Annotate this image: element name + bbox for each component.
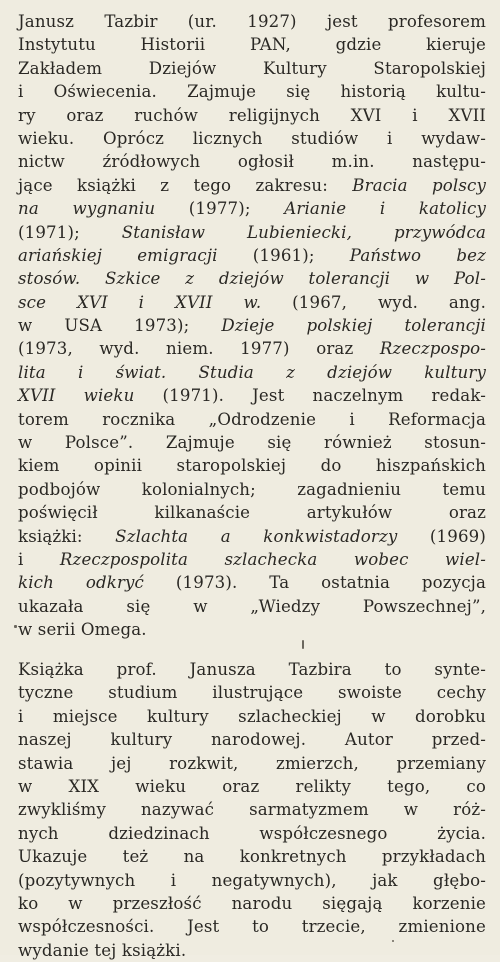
text-span: ry oraz ruchów religijnych XVI i XVII (18, 105, 486, 125)
italic-title-span: stosów. Szkice z dziejów tolerancji w Pol- (18, 269, 486, 289)
text-span: (pozytywnych i negatywnych), jak głębo- (18, 870, 486, 890)
text-line (18, 618, 486, 641)
italic-title-span: ariańskiej emigracji (18, 245, 218, 265)
italic-title-span: XVII wieku (18, 386, 135, 406)
text-span: poświęcił kilkanaście artykułów oraz (18, 503, 486, 523)
text-span: ukazała się w „Wiedzy Powszechnej”, (18, 596, 486, 616)
text-line (18, 221, 486, 244)
text-line (18, 939, 486, 962)
text-span: (1961); (217, 245, 350, 265)
text-line (18, 548, 486, 571)
text-line (18, 127, 486, 150)
text-line (18, 705, 486, 728)
text-span: w XIX wieku oraz relikty tego, co (18, 776, 486, 796)
text-line (18, 915, 486, 938)
print-speck (392, 940, 394, 942)
italic-title-span: sce XVI i XVII w. (18, 292, 262, 312)
text-line (18, 454, 486, 477)
text-span: (1971). Jest naczelnym redak- (134, 386, 486, 406)
text-line (18, 525, 486, 548)
text-line (18, 267, 486, 290)
text-span: (1973, wyd. niem. 1977) oraz (18, 339, 380, 359)
text-span: tyczne studium ilustrujące swoiste cechy (18, 683, 486, 703)
text-line (18, 408, 486, 431)
text-span: w USA 1973); (18, 316, 222, 336)
text-line (18, 892, 486, 915)
text-line (18, 775, 486, 798)
text-span: ko w przeszłość narodu sięgają korzenie (18, 893, 486, 913)
text-line (18, 33, 486, 56)
italic-title-span: Rzeczpospolita szlachecka wobec wiel- (59, 549, 486, 569)
italic-title-span: Dzieje polskiej tolerancji (221, 316, 486, 336)
text-span: w Polsce”. Zajmuje się również stosun- (18, 433, 486, 453)
text-line (18, 431, 486, 454)
print-speck (302, 640, 304, 649)
text-span: wydanie tej książki. (18, 940, 187, 960)
text-line (18, 595, 486, 618)
text-line (18, 798, 486, 821)
text-line (18, 57, 486, 80)
text-line (18, 384, 486, 407)
italic-title-span: Arianie i katolicy (284, 199, 486, 219)
text-line (18, 291, 486, 314)
text-line (18, 728, 486, 751)
print-speck (14, 625, 17, 628)
text-line (18, 681, 486, 704)
text-line (18, 822, 486, 845)
text-line (18, 337, 486, 360)
text-span: nictw źródłowych ogłosił m.in. następu- (18, 152, 486, 172)
text-span: Zakładem Dziejów Kultury Staropolskiej (18, 58, 486, 78)
text-line (18, 174, 486, 197)
text-span: współczesności. Jest to trzecie, zmienione (18, 917, 486, 937)
text-span: podbojów kolonialnych; zagadnieniu temu (18, 479, 486, 499)
text-span: i Oświecenia. Zajmuje się historią kultu- (18, 82, 486, 102)
italic-title-span: Państwo bez (349, 245, 486, 265)
text-span: stawia jej rozkwit, zmierzch, przemiany (18, 753, 486, 773)
text-line (18, 150, 486, 173)
text-line (18, 314, 486, 337)
text-span: (1971); (18, 222, 122, 242)
text-span: nych dziedzinach współczesnego życia. (18, 823, 486, 843)
text-line (18, 361, 486, 384)
text-line (18, 501, 486, 524)
text-span: (1969) (397, 526, 486, 546)
italic-title-span: na wygnaniu (18, 199, 156, 219)
text-span: Instytutu Historii PAN, gdzie kieruje (18, 35, 486, 55)
text-span: Książka prof. Janusza Tazbira to synte- (18, 660, 486, 679)
italic-title-span: Bracia polscy (352, 175, 486, 195)
text-span: w serii Omega. (18, 620, 147, 640)
italic-title-span: Rzeczpospo- (379, 339, 486, 359)
text-line (18, 197, 486, 220)
text-span: (1973). Ta ostatnia pozycja (144, 573, 486, 593)
text-span: (1977); (155, 199, 285, 219)
text-span: i (18, 549, 60, 569)
text-line (18, 752, 486, 775)
text-span: zwykliśmy nazywać sarmatyzmem w róż- (18, 800, 486, 820)
text-span: wieku. Oprócz licznych studiów i wydaw- (18, 128, 486, 148)
text-line (18, 104, 486, 127)
text-line (18, 10, 486, 33)
italic-title-span: lita i świat. Studia z dziejów kultury (18, 362, 486, 382)
text-span: książki: (18, 526, 116, 546)
text-span: naszej kultury narodowej. Autor przed- (18, 730, 486, 750)
text-line (18, 571, 486, 594)
book-description-paragraph (18, 658, 486, 962)
text-span: (1967, wyd. ang. (261, 292, 486, 312)
text-line (18, 658, 486, 681)
text-span: Ukazuje też na konkretnych przykładach (18, 847, 486, 867)
text-span: torem rocznika „Odrodzenie i Reformacja (18, 409, 486, 429)
text-span: jące książki z tego zakresu: (18, 175, 353, 195)
text-line (18, 869, 486, 892)
text-span: kiem opinii staropolskiej do hiszpańskich (18, 456, 486, 476)
italic-title-span: kich odkryć (18, 573, 145, 593)
text-span: i miejsce kultury szlacheckiej w dorobku (18, 706, 486, 726)
text-line (18, 80, 486, 103)
text-span: Janusz Tazbir (ur. 1927) jest profesorem (18, 12, 486, 31)
italic-title-span: Stanisław Lubieniecki, przywódca (121, 222, 486, 242)
author-bio-paragraph (18, 10, 486, 642)
text-line (18, 244, 486, 267)
text-line (18, 845, 486, 868)
italic-title-span: Szlachta a konkwistadorzy (115, 526, 398, 546)
text-line (18, 478, 486, 501)
